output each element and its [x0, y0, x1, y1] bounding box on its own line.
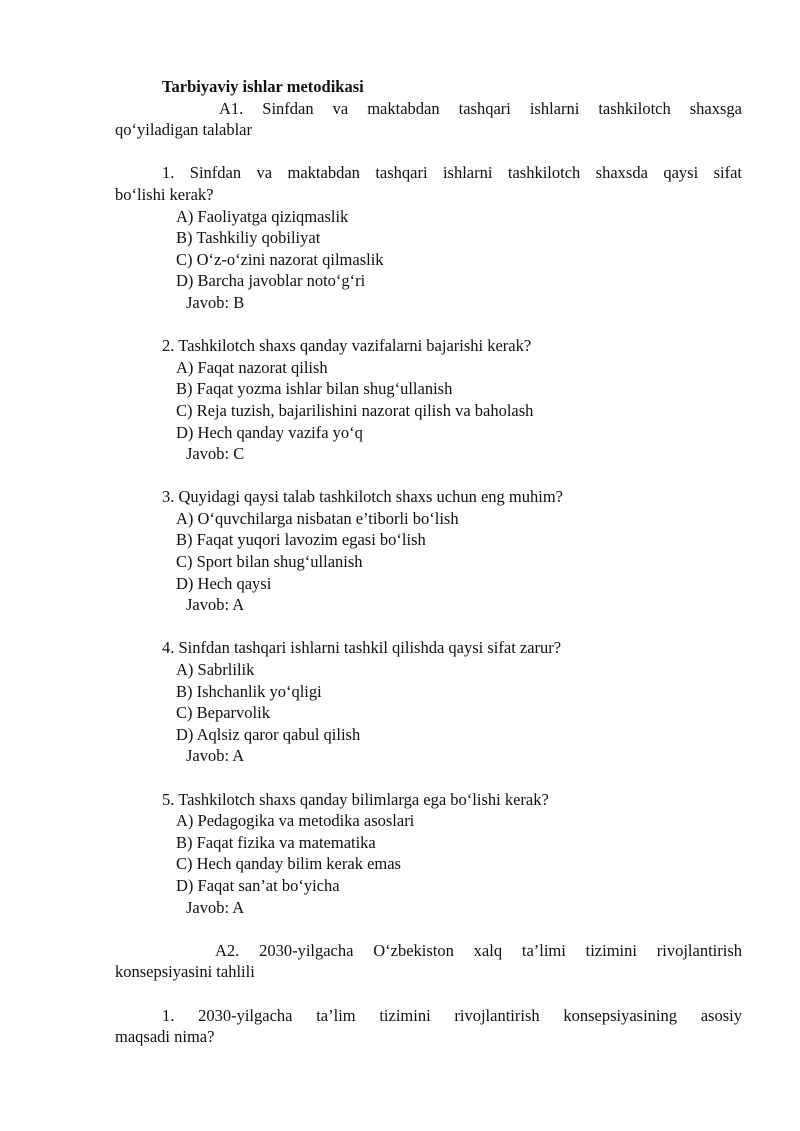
section-heading-a2-cont: konsepsiyasini tahlili — [115, 962, 255, 982]
question-2-option-d: D) Hech qanday vazifa yo‘q — [176, 422, 363, 442]
section-heading-a1: A1. Sinfdan va maktabdan tashqari ishlarni tashkilotch shaxsga — [219, 98, 742, 118]
question-4-option-b: B) Ishchanlik yo‘qligi — [176, 681, 322, 701]
question-1-option-d: D) Barcha javoblar noto‘g‘ri — [176, 271, 366, 291]
question-1-text-cont: bo‘lishi kerak? — [115, 184, 214, 204]
question-a2-1-text-cont: maqsadi nima? — [115, 1027, 215, 1047]
document-title: Tarbiyaviy ishlar metodikasi — [162, 77, 364, 96]
question-a2-1-text: 1. 2030-yilgacha ta’lim tizimini rivojlantirish konsepsiyasining asosiy — [162, 1005, 742, 1025]
section-heading-a1-cont: qo‘yiladigan talablar — [115, 120, 252, 140]
question-4-option-d: D) Aqlsiz qaror qabul qilish — [176, 724, 361, 744]
question-1-option-a: A) Faoliyatga qiziqmaslik — [176, 206, 349, 226]
question-5-option-a: A) Pedagogika va metodika asoslari — [176, 811, 415, 831]
question-2-option-b: B) Faqat yozma ishlar bilan shug‘ullanish — [176, 379, 453, 399]
question-1-answer: Javob: B — [186, 292, 245, 312]
document-page — [115, 76, 742, 1048]
question-3-answer: Javob: A — [186, 595, 245, 615]
question-3-text: 3. Quyidagi qaysi talab tashkilotch shaxs uchun eng muhim? — [162, 487, 563, 507]
section-heading-a2: A2. 2030-yilgacha O‘zbekiston xalq ta’limi tizimini rivojlantirish — [215, 940, 742, 960]
question-4-answer: Javob: A — [186, 746, 245, 766]
question-3-option-c: C) Sport bilan shug‘ullanish — [176, 552, 363, 572]
question-2-option-c: C) Reja tuzish, bajarilishini nazorat qilish va baholash — [176, 400, 534, 420]
question-4-text: 4. Sinfdan tashqari ishlarni tashkil qilishda qaysi sifat zarur? — [162, 638, 562, 658]
question-4-option-c: C) Beparvolik — [176, 703, 270, 723]
question-1-option-b: B) Tashkiliy qobiliyat — [176, 228, 321, 248]
question-1-text: 1. Sinfdan va maktabdan tashqari ishlarni tashkilotch shaxsda qaysi sifat — [162, 163, 742, 183]
question-2-answer: Javob: C — [186, 444, 245, 464]
question-4-option-a: A) Sabrlilik — [176, 660, 255, 680]
question-5-answer: Javob: A — [186, 897, 245, 917]
question-5-option-b: B) Faqat fizika va matematika — [176, 832, 376, 852]
question-2-option-a: A) Faqat nazorat qilish — [176, 357, 328, 377]
question-3-option-a: A) O‘quvchilarga nisbatan e’tiborli bo‘lish — [176, 508, 459, 528]
question-3-option-b: B) Faqat yuqori lavozim egasi bo‘lish — [176, 530, 426, 550]
question-1-option-c: C) O‘z-o‘zini nazorat qilmaslik — [176, 249, 384, 269]
question-5-option-c: C) Hech qanday bilim kerak emas — [176, 854, 401, 874]
question-3-option-d: D) Hech qaysi — [176, 573, 272, 593]
question-5-text: 5. Tashkilotch shaxs qanday bilimlarga ega bo‘lishi kerak? — [162, 789, 549, 809]
question-5-option-d: D) Faqat san’at bo‘yicha — [176, 875, 340, 895]
question-2-text: 2. Tashkilotch shaxs qanday vazifalarni bajarishi kerak? — [162, 336, 532, 356]
